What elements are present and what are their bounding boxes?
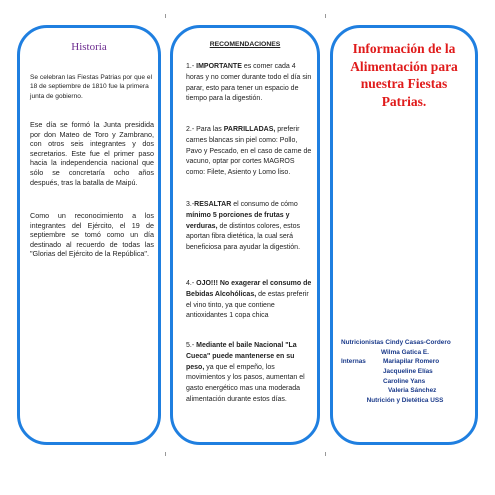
credits-intern: Caroline Yans (383, 377, 426, 385)
recommendation-4: 4.- OJO!!! No exagerar el consumo de Bebidas Alcohólicas, de estas preferir el vino tinto, ya que contiene antioxidantes 1 copa chica (186, 280, 312, 320)
recommendation-5: 5.- Mediante el baile Nacional "La Cueca" puede mantenerse en su peso, ya que el empeño, los movimientos y los pasos, aumentan el gasto energético mas una moderada alimentación durante estos días. (186, 342, 305, 403)
credits-interns-label: Internas (341, 358, 366, 366)
credits-intern: Jacqueline Elías (383, 368, 433, 376)
historia-paragraph-2: Como un reconocimiento a los integrantes del Ejército, el 19 de septiembre se tomó como un día destinado al recuerdo de todas las "Glorias del Ejército de la República". (30, 211, 154, 259)
recommendation-3: 3.-RESALTAR el consumo de cómo mínimo 5 porciones de frutas y verduras, de distintos colores, estos aportan fibra dietética, la cual será beneficiosa para ayudar la digestión. (186, 201, 301, 252)
credits (341, 338, 469, 406)
credits-nutritionist-2: Wilma Gatica E. (381, 348, 429, 356)
fold-mark (325, 452, 326, 456)
info-title: Información de la Alimentación para nuestra Fiestas Patrias. (350, 41, 458, 109)
historia-title: Historia (71, 41, 107, 53)
recommendation-2: 2.- Para las PARRILLADAS, preferir carnes blancas sin piel como: Pollo, Pavo y Pescado, en el caso de carne de vacuno, optar por cortes MAGROS como: Filete, Asiento y Lomo liso. (186, 126, 312, 177)
info-panel (330, 25, 478, 445)
fold-mark (325, 14, 326, 18)
fold-mark (165, 14, 166, 18)
historia-intro: Se celebran las Fiestas Patrias por que el 18 de septiembre de 1810 fue la primera junta de gobierno. (30, 74, 153, 100)
credits-institution: Nutrición y Dietética USS (366, 397, 444, 405)
recommendation-1: 1.- IMPORTANTE es comer cada 4 horas y no comer durante todo el día sin parar, esto para tener un espacio de tiempo para la digestión. (186, 63, 312, 103)
recomendaciones-panel (170, 25, 320, 445)
credits-intern: Valeria Sánchez (388, 387, 437, 395)
recomendaciones-title: RECOMENDACIONES (209, 41, 281, 48)
credits-intern-row (341, 386, 469, 396)
fold-mark (165, 452, 166, 456)
historia-panel (17, 25, 161, 445)
credits-intern-row (341, 377, 469, 387)
credits-intern: Mariapilar Romero (383, 358, 440, 366)
credits-nutritionists: Nutricionistas Cindy Casas-Cordero (341, 339, 451, 346)
credits-intern-row (341, 367, 469, 377)
credits-intern-row (341, 357, 469, 367)
historia-paragraph-1: Ese día se formó la Junta presidida por don Mateo de Toro y Zambrano, con otros seis integrantes y dos secretarios. Este fue el primer paso hacia la independencia nacional que sólo se concretaría ocho años después, tras la batalla de Maipú. (30, 120, 154, 187)
